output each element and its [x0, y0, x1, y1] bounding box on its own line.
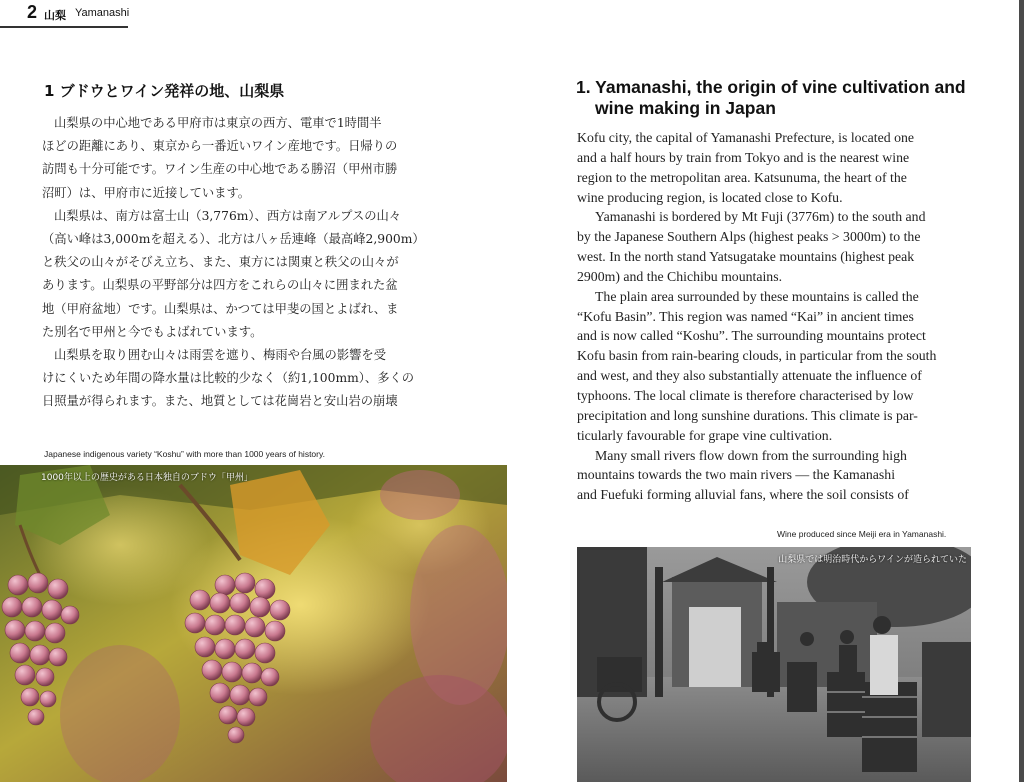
historic-photo-illustration [577, 547, 971, 782]
english-text-line: by the Japanese Southern Alps (highest peaks > 3000m) to the [577, 229, 921, 245]
historic-photo-caption: Wine produced since Meiji era in Yamanashi. [777, 529, 947, 539]
english-text-line: 2900m) and the Chichibu mountains. [577, 268, 783, 284]
english-section-title [576, 77, 976, 119]
english-text-line: “Kofu Basin”. This region was named “Kai” in ancient times [577, 308, 914, 324]
koshu-grapes-photo [0, 465, 507, 782]
japanese-text-line: 地（甲府盆地）です。山梨県は、かつては甲斐の国とよばれ、ま [42, 301, 399, 316]
english-title-line-2: wine making in Japan [595, 98, 776, 118]
japanese-text-line: あります。山梨県の平野部分は四方をこれらの山々に囲まれた盆 [42, 278, 398, 293]
japanese-section-title: 1 ブドウとワイン発祥の地、山梨県 [44, 82, 285, 100]
japanese-text-line: 沼町）は、甲府市に近接しています。 [42, 185, 251, 200]
grapes-photo-caption: Japanese indigenous variety “Koshu” with more than 1000 years of history. [44, 449, 325, 459]
english-text-line: and a half hours by train from Tokyo and is the nearest wine [577, 149, 910, 165]
english-text-line: region to the metropolitan area. Katsunuma, the heart of the [577, 169, 907, 185]
english-text-line: wine producing region, is located close to Kofu. [577, 189, 843, 205]
header-region-japanese: 山梨 [44, 9, 66, 22]
english-text-line: ticularly favourable for grape vine cultivation. [577, 427, 833, 443]
english-text-line: and Fuefuki forming alluvial fans, where the soil consists of [577, 487, 909, 503]
page-edge-border [1019, 0, 1024, 782]
grapes-photo-overlay-label: 1000年以上の歴史がある日本独自のブドウ「甲州」 [41, 473, 253, 483]
english-text-line: Kofu basin from rain-bearing clouds, in particular from the south [577, 348, 937, 364]
grapes-illustration [0, 465, 507, 782]
english-text-line: precipitation and long sunshine durations. This climate is par- [577, 407, 918, 423]
japanese-text-line: 訪問も十分可能です。ワイン生産の中心地である勝沼（甲州市勝 [42, 162, 398, 177]
japanese-text-line: 日照量が得られます。また、地質としては花崗岩と安山岩の崩壊 [42, 394, 398, 409]
running-header [0, 0, 128, 28]
english-text-line: mountains towards the two main rivers — the Kamanashi [577, 467, 896, 483]
meiji-era-wine-photo [577, 547, 971, 782]
english-text-line: Kofu city, the capital of Yamanashi Prefecture, is located one [577, 130, 915, 145]
english-text-line: Many small rivers flow down from the surrounding high [595, 447, 907, 463]
english-text-line: typhoons. The local climate is therefore characterised by low [577, 387, 914, 403]
japanese-text-line: 山梨県の中心地である甲府市は東京の西方、電車で1時間半 [54, 116, 382, 130]
english-text-line: and is now called “Koshu”. The surrounding mountains protect [577, 328, 926, 344]
japanese-text-line: 山梨県は、南方は富士山（3,776m）、西方は南アルプスの山々 [54, 208, 402, 223]
header-region-english: Yamanashi [75, 7, 130, 19]
japanese-text-line: （高い峰は3,000mを超える）、北方は八ヶ岳連峰（最高峰2,900m） [42, 231, 425, 246]
japanese-text-line: 山梨県を取り囲む山々は雨雲を遮り、梅雨や台風の影響を受 [54, 347, 387, 362]
japanese-text-line: ほどの距離にあり、東京から一番近いワイン産地です。日帰りの [42, 139, 398, 154]
page-number: 2 [27, 2, 38, 22]
english-text-line: west. In the north stand Yatsugatake mountains (highest peak [577, 249, 915, 265]
japanese-text-line: と秩父の山々がそびえ立ち、また、東方には関東と秩父の山々が [42, 255, 399, 270]
english-title-line-1: 1. Yamanashi, the origin of vine cultivation and [576, 77, 966, 97]
english-text-line: and west, and they also substantially attenuate the influence of [577, 368, 922, 384]
english-body-text [577, 128, 977, 505]
historic-photo-overlay-label: 山梨県では明治時代からワインが造られていた [778, 555, 967, 565]
japanese-text-line: た別名で甲州と今でもよばれています。 [42, 324, 263, 339]
japanese-text-line: けにくいため年間の降水量は比較的少なく（約1,100mm）、多くの [42, 371, 415, 386]
english-text-line: Yamanashi is bordered by Mt Fuji (3776m) to the south and [595, 209, 926, 225]
japanese-body-text [42, 112, 444, 413]
english-text-line: The plain area surrounded by these mountains is called the [595, 288, 919, 304]
